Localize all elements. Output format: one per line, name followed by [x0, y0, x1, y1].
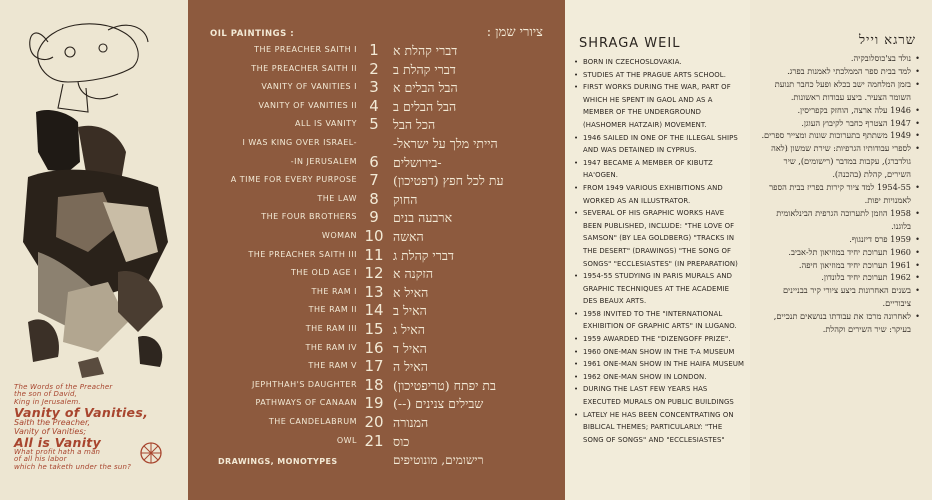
painting-title: I WAS KING OVER ISRAEL- [242, 138, 357, 147]
ram-skull-artwork [8, 12, 180, 382]
bio-item: • SEVERAL OF HIS GRAPHIC WORKS HAVE BEEN PUBLISHED, INCLUDE: "THE LOVE OF SAMSON" (BY LEA GOLDBERG) "TRACKS IN THE DESERT" (DRAWINGS) "THE SONG OF SONGS" "ECCLESIASTES" (IN PREPARATION) [573, 207, 745, 270]
figure-composition [23, 110, 168, 378]
painting-row [188, 207, 565, 227]
painting-title: OWL [336, 435, 357, 445]
painting-row [188, 96, 565, 116]
artist-name-hebrew: שרגא וייל [858, 33, 916, 48]
english-bio-panel [565, 0, 750, 500]
bio-item: • STUDIES AT THE PRAGUE ARTS SCHOOL. [573, 69, 745, 82]
hebrew-bio-panel [750, 0, 932, 500]
bio-item: • 1961 ONE-MAN SHOW IN THE HAIFA MUSEUM [573, 358, 745, 371]
painting-number: 12 [364, 264, 384, 283]
painting-title: THE PREACHER SAITH II [251, 63, 357, 73]
painting-row [188, 133, 565, 153]
ram-skull-sketch [30, 24, 148, 112]
bio-item-hebrew: • 1961 תערוכת יחיד במוזיאון חיפה. [758, 259, 920, 272]
painting-row [188, 114, 565, 134]
title-line: King in Jerusalem. [14, 397, 81, 406]
drawings-heading-hebrew: רישומים, מונוטיפים [393, 453, 484, 467]
bio-item: • LATELY HE HAS BEEN CONCENTRATING ON BIBLICAL THEMES; PARTICULARLY: "THE SONG OF SONGS" AND "ECCLESIASTES" [573, 409, 745, 447]
bio-list-hebrew [758, 52, 920, 336]
painting-number: 1 [369, 41, 379, 59]
painting-title-hebrew: המנורה [393, 415, 429, 430]
painting-title: ALL IS VANITY [295, 119, 357, 129]
painting-title-hebrew: האיל ד [393, 340, 427, 356]
painting-row [188, 263, 565, 283]
painting-title: PATHWAYS OF CANAAN [255, 398, 357, 408]
painting-title: A TIME FOR EVERY PURPOSE [230, 175, 357, 185]
bio-list [573, 56, 745, 446]
painting-row [188, 375, 565, 395]
painting-number: 10 [364, 227, 384, 245]
painting-number: 9 [369, 208, 379, 227]
painting-title-hebrew: החוק [393, 191, 418, 207]
painting-title: THE PREACHER SAITH I [254, 45, 357, 54]
oil-paintings-heading-hebrew: ציורי שמן : [486, 25, 543, 40]
painting-title-hebrew: דברי קהלת א [393, 43, 458, 58]
painting-title: THE FOUR BROTHERS [261, 212, 357, 222]
title-line: The Words of the Preacher [14, 383, 113, 391]
painting-title: THE CANDELABRUM [268, 417, 357, 426]
painting-title-hebrew: ארבעה בנים [393, 210, 453, 226]
painting-row [188, 319, 565, 339]
painting-title-hebrew: האיל ב [393, 303, 427, 319]
painting-title-hebrew: דברי קהלת ב [393, 61, 456, 77]
painting-number: 2 [369, 59, 379, 78]
bio-item-hebrew: • 1959 פרס דיזנגוף. [758, 233, 920, 246]
bio-item: • DURING THE LAST FEW YEARS HAS EXECUTED MURALS ON PUBLIC BUILDINGS [573, 383, 745, 408]
painting-title-hebrew: עת לכל חפץ (דפטיכון) [393, 173, 504, 189]
painting-number: 6 [369, 152, 379, 171]
painting-number: 7 [369, 171, 379, 190]
wheel-emblem-icon [138, 440, 164, 466]
bio-item-hebrew: • נולד בצ'כוסלובקיה. [758, 52, 920, 65]
painting-title-hebrew: האשה [393, 229, 424, 244]
painting-title-hebrew: הזקנה א [393, 266, 434, 282]
oil-paintings-heading: OIL PAINTINGS : [210, 29, 295, 39]
painting-title: THE OLD AGE I [291, 268, 357, 278]
bio-item-hebrew: • בזמן המלחמה ישב בכלא ופעל כחבר תנועת השומר הצעיר. ביצע עבודות ראשונות. [758, 78, 920, 104]
title-line: All is Vanity [14, 434, 102, 450]
bio-item: • FIRST WORKS DURING THE WAR, PART OF WHICH HE SPENT IN GAOL AND AS A MEMBER OF THE UNDERGROUND (HASHOMER HATZAIR) MOVEMENT. [573, 81, 745, 131]
painting-number: 11 [364, 245, 384, 264]
painting-row [188, 152, 565, 172]
painting-title-hebrew: כוס [393, 433, 410, 449]
bio-item: • 1960 ONE-MAN SHOW IN THE T-A MUSEUM [573, 346, 745, 359]
bio-item-hebrew: • למד בבית ספר הממלכתי לאמנות בפרג. [758, 65, 920, 78]
painting-title-hebrew: האיל א [393, 284, 429, 300]
painting-number: 18 [364, 375, 384, 394]
painting-number: 17 [364, 357, 384, 376]
painting-title: THE RAM III [305, 324, 357, 333]
painting-row [188, 189, 565, 209]
painting-row [188, 356, 565, 376]
painting-number: 15 [364, 320, 384, 338]
painting-title: VANITY OF VANITIES II [258, 100, 357, 110]
painting-number: 4 [369, 96, 379, 115]
bio-item-hebrew: • לאחרונה מרכז את עבודתו בנושאים תנכיים, בעיקר: שיר השירים וקהלת. [758, 310, 920, 336]
bio-item: • 1947 BECAME A MEMBER OF KIBUTZ HA'OGEN. [573, 157, 745, 182]
painting-row [188, 431, 565, 451]
painting-row [188, 226, 565, 246]
title-line: Vanity of Vanities; [14, 426, 87, 436]
painting-number: 20 [364, 413, 384, 431]
cover-panel [0, 0, 188, 500]
bio-item: • BORN IN CZECHOSLOVAKIA. [573, 56, 745, 69]
painting-row [188, 77, 565, 97]
painting-title: -IN JERUSALEM [290, 156, 357, 166]
painting-row [188, 40, 565, 60]
title-line: the son of David, [14, 390, 78, 399]
painting-row [188, 393, 565, 413]
bio-item-hebrew: • 1958 הוזמן לתערוכה הגרפית הבינלאומית בלוגנו. [758, 207, 920, 233]
bio-item-hebrew: • 1949 משתתף בתערוכות שונות ומצייר ספרים. [758, 129, 920, 142]
bio-item-hebrew: • לספרי עבודותיו הגרפיות: שירת שמשון (לאה גולדברג), עקבות במדבר (רישומים), שיר השירים, קהלת (בהכנה). [758, 142, 920, 181]
painting-title-hebrew: בת יפתח (טריפטיכון) [393, 377, 497, 393]
painting-title-hebrew: האיל ה [393, 359, 428, 375]
painting-title-hebrew: האיל ג [393, 322, 425, 337]
painting-title: THE RAM I [311, 286, 357, 296]
title-line: What profit hath a man [14, 448, 101, 457]
painting-number: 14 [364, 301, 384, 320]
bio-item-hebrew: • 1946 עלה ארצה, הוחזק בקפריסין. [758, 104, 920, 117]
bio-item: • 1946 SAILED IN ONE OF THE ILLEGAL SHIPS AND WAS DETAINED IN CYPRUS. [573, 132, 745, 157]
painting-title-hebrew: הבל הבלים ב [393, 98, 457, 114]
painting-title: THE RAM II [308, 305, 357, 315]
bio-item: • 1954-55 STUDYING IN PARIS MURALS AND GRAPHIC TECHNIQUES AT THE ACADEMIE DES BEAUX ARTS. [573, 270, 745, 308]
painting-title: JEPHTHAH'S DAUGHTER [251, 379, 357, 389]
painting-title: THE PREACHER SAITH III [248, 249, 357, 259]
painting-title: WOMAN [321, 231, 357, 240]
painting-title-hebrew: שבילים צנינים (--) [393, 396, 484, 412]
painting-row [188, 300, 565, 320]
painting-number: 19 [364, 394, 384, 413]
painting-title-hebrew: הכל הבל [393, 117, 436, 133]
painting-row [188, 170, 565, 190]
painting-number: 5 [369, 115, 379, 134]
painting-title-hebrew: -בירושלים [393, 154, 442, 170]
painting-row [188, 338, 565, 358]
painting-title-hebrew: הבל הבלים א [393, 80, 458, 96]
bio-item-hebrew: • 1947 הצטרף כחבר לקיבוץ העוגן. [758, 117, 920, 130]
painting-title: VANITY OF VANITIES I [261, 82, 357, 92]
painting-title: THE RAM IV [305, 342, 357, 352]
painting-title-hebrew: דברי קהלת ג [393, 247, 454, 263]
painting-number: 21 [364, 431, 384, 450]
painting-number: 16 [364, 338, 384, 357]
painting-number: 8 [369, 189, 379, 208]
bio-item: • 1958 INVITED TO THE "INTERNATIONAL EXHIBITION OF GRAPHIC ARTS" IN LUGANO. [573, 308, 745, 333]
painting-row [188, 245, 565, 265]
title-line: Saith the Preacher, [14, 418, 91, 428]
painting-title: THE RAM V [308, 361, 357, 371]
drawings-heading: DRAWINGS, MONOTYPES [218, 457, 338, 466]
title-line: of all his labor [14, 455, 67, 464]
bio-item: • FROM 1949 VARIOUS EXHIBITIONS AND WORKED AS AN ILLUSTRATOR. [573, 182, 745, 207]
bio-item-hebrew: • בשנים האחרונות ביצע ציורי קיר בבניינים ציבוריים. [758, 284, 920, 310]
painting-row [188, 282, 565, 302]
bio-item: • 1959 AWARDED THE "DIZENGOFF PRIZE". [573, 333, 745, 346]
painting-row [188, 59, 565, 79]
bio-item: • 1962 ONE-MAN SHOW IN LONDON. [573, 371, 745, 384]
bio-item-hebrew: • 1960 תערוכת יחיד במוזיאון תל-אביב. [758, 246, 920, 259]
painting-title: THE LAW [317, 193, 357, 203]
bio-item-hebrew: • 1954-55 למד ציור קירות בפריז בבית הספר לאמנויות יפות. [758, 181, 920, 207]
artist-name: SHRAGA WEIL [579, 36, 681, 51]
painting-number: 3 [369, 78, 379, 97]
painting-row [188, 412, 565, 432]
title-line: Vanity of Vanities, [14, 405, 149, 421]
bio-item-hebrew: • 1962 תערוכת יחיד בלונדון. [758, 271, 920, 284]
oil-paintings-panel [188, 0, 565, 500]
painting-number: 13 [364, 282, 384, 301]
title-line: which he taketh under the sun? [14, 462, 132, 471]
painting-title-hebrew: הייתי מלך על ישראל- [393, 136, 498, 151]
